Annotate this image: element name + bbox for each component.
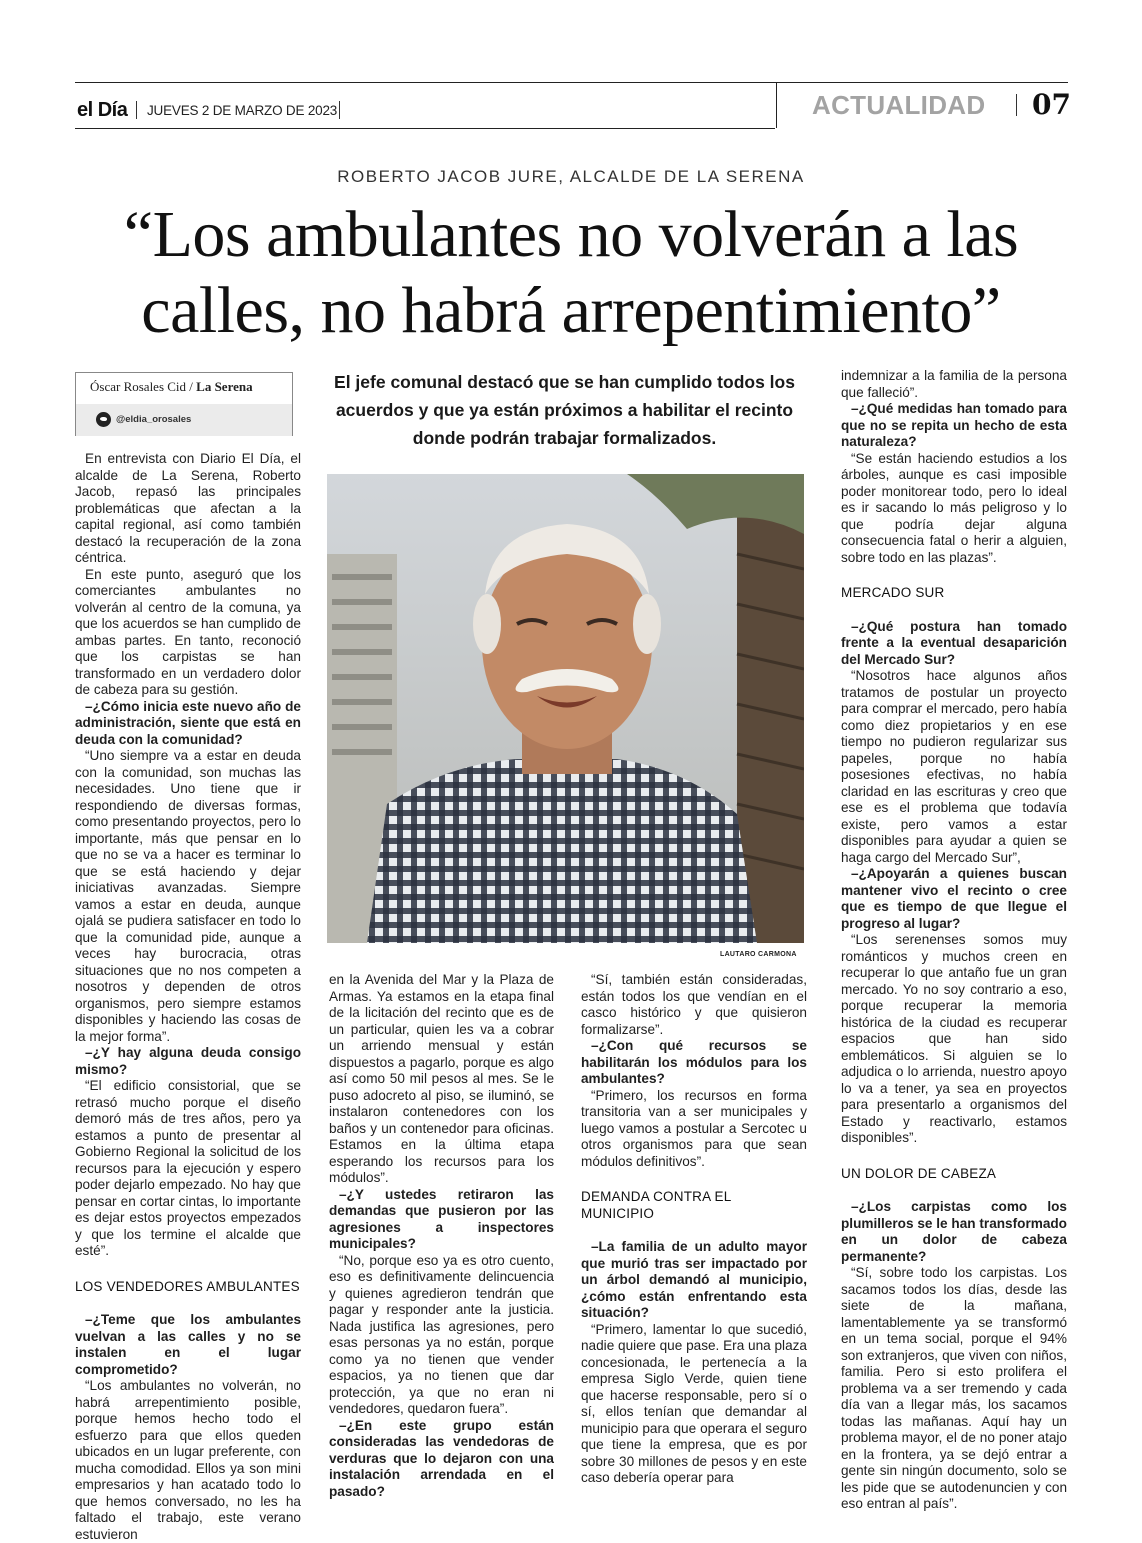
interview-question: –¿En este grupo están consideradas las vendedoras de verduras que lo dejaron con una instalación arrendada en el pasado?: [329, 1417, 554, 1499]
section-name: ACTUALIDAD: [812, 90, 986, 120]
mayor-portrait-illustration: [327, 474, 804, 943]
interview-answer: “Sí, también están consideradas, están todos los que vendían en el casco histórico y que quisieron formalizarse”.: [581, 972, 807, 1037]
text-column-1: [75, 451, 301, 1543]
article-headline: [60, 197, 1082, 349]
section-subhead: MERCADO SUR: [841, 585, 945, 600]
header-top-rule: [75, 82, 1068, 83]
photo-credit: LAUTARO CARMONA: [720, 951, 797, 958]
interview-question: –¿Y hay alguna deuda consigo mismo?: [75, 1045, 301, 1077]
article-kicker: ROBERTO JACOB JURE, ALCALDE DE LA SERENA: [337, 167, 805, 186]
interview-answer: “No, porque eso ya es otro cuento, eso es definitivamente delincuencia y quienes agredieron tendrán que pagar y responder ante la justicia. Nada justifica las agresiones, pero esas personas ya no están, porque como ya no tienen que vender espacios, ya no tienen que dar protección, ya que no eran ni vendedores, quedaron fuera”.: [329, 1252, 554, 1416]
byline: [76, 373, 292, 403]
issue-date: JUEVES 2 DE MARZO DE 2023: [147, 103, 338, 118]
interview-answer: “Uno siempre va a estar en deuda con la comunidad, son muchas las necesidades. Uno tiene que ir respondiendo de diversas formas, como presentando proyectos, pero lo importante, más que pensar en lo que no se va a hacer es terminar lo que se está haciendo y dejar iniciativas avanzadas. Siempre vamos a estar en deuda, aunque ojalá se pudiera satisfacer en todo lo que la comunidad pide, aunque a veces hay burocracia, otras situaciones que no nos competen a nosotros y dependen de otros organismos, pero siempre estamos disponibles y haciendo las cosas de la mejor forma”.: [75, 748, 301, 1044]
interview-answer: “El edificio consistorial, que se retrasó mucho porque el diseño demoró más de tres años, pero ya estamos a punto de presentar al Gobierno Regional la solicitud de los recursos para la ejecución y espero poder dejarlo empezado. No hay que pensar en cortar cintas, lo importante es dejar estos proyectos empezados y que los termine el alcalde que esté”.: [75, 1078, 301, 1258]
byline-box: [75, 372, 293, 436]
paragraph: en la Avenida del Mar y la Plaza de Armas. Ya estamos en la etapa final de la licitación del recinto que es de un particular, quien les va a cobrar un arriendo mensual y están dispuestos a pagarlo, porque es algo así como 50 mil pesos al mes. Se le puso adocreto al piso, se iluminó, se instalaron contenedores con los baños y un contenedor para oficinas. Estamos en la última etapa esperando los recursos para los módulos”.: [329, 972, 554, 1185]
article-subhead: El jefe comunal destacó que se han cumplido todos los acuerdos y que ya están próximos a habilitar el recinto donde podrán trabajar formalizados.: [334, 372, 795, 448]
interview-question: –¿Teme que los ambulantes vuelvan a las calles y no se instalen en el lugar comprometido?: [75, 1312, 301, 1377]
interview-answer: “Los serenenses somos muy románticos y muchos creen en recuperar lo que antaño fue un gran mercado. Yo no soy contrario a eso, porque recuperar la memoria histórica de la ciudad es recuperar espacios que han sido emblemáticos. Si alguien se lo adjudica o lo arrienda, nuestro apoyo lo va a tener, ya sea en proyectos para presentarlo a organismos del Estado y reactivarlo, estamos disponibles”.: [841, 932, 1067, 1145]
twitter-bird-icon: [96, 412, 111, 427]
interview-question: –¿Con qué recursos se habilitarán los módulos para los ambulantes?: [581, 1038, 807, 1086]
header-bottom-rule: [75, 128, 775, 129]
paragraph: En entrevista con Diario El Día, el alcalde de La Serena, Roberto Jacob, repasó las principales problemáticas que afectan a la capital regional, así como también destacó la recuperación de la zona céntrica.: [75, 451, 301, 565]
header-divider: [776, 82, 777, 128]
header-separator: [136, 101, 137, 119]
interview-answer: “Sí, sobre todo los carpistas. Los sacamos todos los días, desde las siete de la mañana, lamentablemente ya se transformó en un tema social, porque el 94% son extranjeros, que viven con niños, familia. Pero si esto prolifera el problema va a ser tremendo y cada día van a llegar más, los sacamos todas las mañanas. Aquí hay un problema mayor, el de no poner atajo en la frontera, ya se dejó entrar a gente sin ningún documento, solo se les pide que se autodenuncien y con eso entran al país”.: [841, 1265, 1067, 1511]
headline-line: calles, no habrá arrepentimiento”: [141, 274, 1001, 347]
text-column-2: [329, 972, 554, 1500]
interview-question: –¿Cómo inicia este nuevo año de administración, siente que está en deuda con la comunidad?: [75, 698, 301, 747]
interview-question: –¿Qué medidas han tomado para que no se repita un hecho de esta naturaleza?: [841, 401, 1067, 449]
interview-question: –¿Los carpistas como los plumilleros se le han transformado en un dolor de cabeza permanente?: [841, 1199, 1067, 1264]
paragraph: En este punto, aseguró que los comerciantes ambulantes no volverán al centro de la comuna, ya que los acuerdos se han cumplido de ambas partes. En tanto, reconoció que los carpistas se han transformado en un verdadero dolor de cabeza para su gestión.: [75, 566, 301, 697]
text-column-4: [841, 368, 1067, 1513]
interview-answer: “Se están haciendo estudios a los árboles, aunque es casi imposible poder monitorear todo, pero lo ideal es ir sacando lo más peligroso y lo que podría dejar alguna consecuencia fatal o herir a alguien, sobre todo en las plazas”.: [841, 450, 1067, 565]
interview-answer: “Primero, lamentar lo que sucedió, nadie quiere que pase. Era una plaza concesionada, le pertenecía a la empresa Siglo Verde, quien tiene que hacerse responsable, pero sí o sí, ellos tenían que demandar al municipio para que operara el seguro que tiene la empresa, que es por sobre 30 millones de pesos y en este caso debería operar para: [581, 1321, 807, 1485]
interview-question: –¿Apoyarán a quienes buscan mantener vivo el recinto o cree que es tiempo de que llegue el progreso al lugar?: [841, 866, 1067, 931]
byline-social: [76, 404, 292, 436]
paragraph: indemnizar a la familia de la persona que falleció”.: [841, 368, 1067, 400]
interview-question: –¿Y ustedes retiraron las demandas que pusieron por las agresiones a inspectores municipales?: [329, 1186, 554, 1251]
interview-question: –La familia de un adulto mayor que murió tras ser impactado por un árbol demandó al municipio, ¿cómo están enfrentando esta situación?: [581, 1239, 807, 1320]
header-separator: [339, 101, 340, 119]
interview-answer: “Primero, los recursos en forma transitoria van a ser municipales y luego vamos a postular a Sercotec u otros organismos para que sean módulos definitivos”.: [581, 1087, 807, 1169]
byline-author: Óscar Rosales Cid /: [90, 379, 193, 394]
interview-question: –¿Qué postura han tomado frente a la eventual desaparición del Mercado Sur?: [841, 618, 1067, 667]
newspaper-logo: el Día: [77, 99, 128, 121]
section-subhead: DEMANDA CONTRA EL MUNICIPIO: [581, 1189, 731, 1221]
byline-place: La Serena: [196, 379, 253, 394]
interview-answer: “Nosotros hace algunos años tratamos de postular un proyecto para comprar el mercado, pero había como diez propietarios y en ese tiempo no pudieron regularizar sus papeles, porque no había posesiones efectivas, no había claridad en las escrituras y creo que ese es el problema que todavía existe, pero vamos a estar disponibles para ayudar a quien se haga cargo del Mercado Sur”,: [841, 668, 1067, 865]
section-subhead: UN DOLOR DE CABEZA: [841, 1165, 997, 1181]
text-column-3: [581, 972, 807, 1487]
mayor-photo: [327, 474, 804, 943]
interview-answer: “Los ambulantes no volverán, no habrá arrepentimiento posible, porque hemos hecho todo el esfuerzo para que ellos queden ubicados en un lugar preferente, con mucha comodidad. Ellos ya son mini empresarios y han acatado todo lo que hemos conversado, no les ha faltado el trabajo, este verano estuvieron: [75, 1378, 301, 1542]
twitter-handle: @eldia_orosales: [116, 414, 192, 426]
section-subhead: LOS VENDEDORES AMBULANTES: [75, 1278, 300, 1294]
page-number: 07: [1032, 88, 1071, 121]
headline-line: “Los ambulantes no volverán a las: [123, 198, 1019, 271]
header-separator: [1016, 94, 1017, 116]
